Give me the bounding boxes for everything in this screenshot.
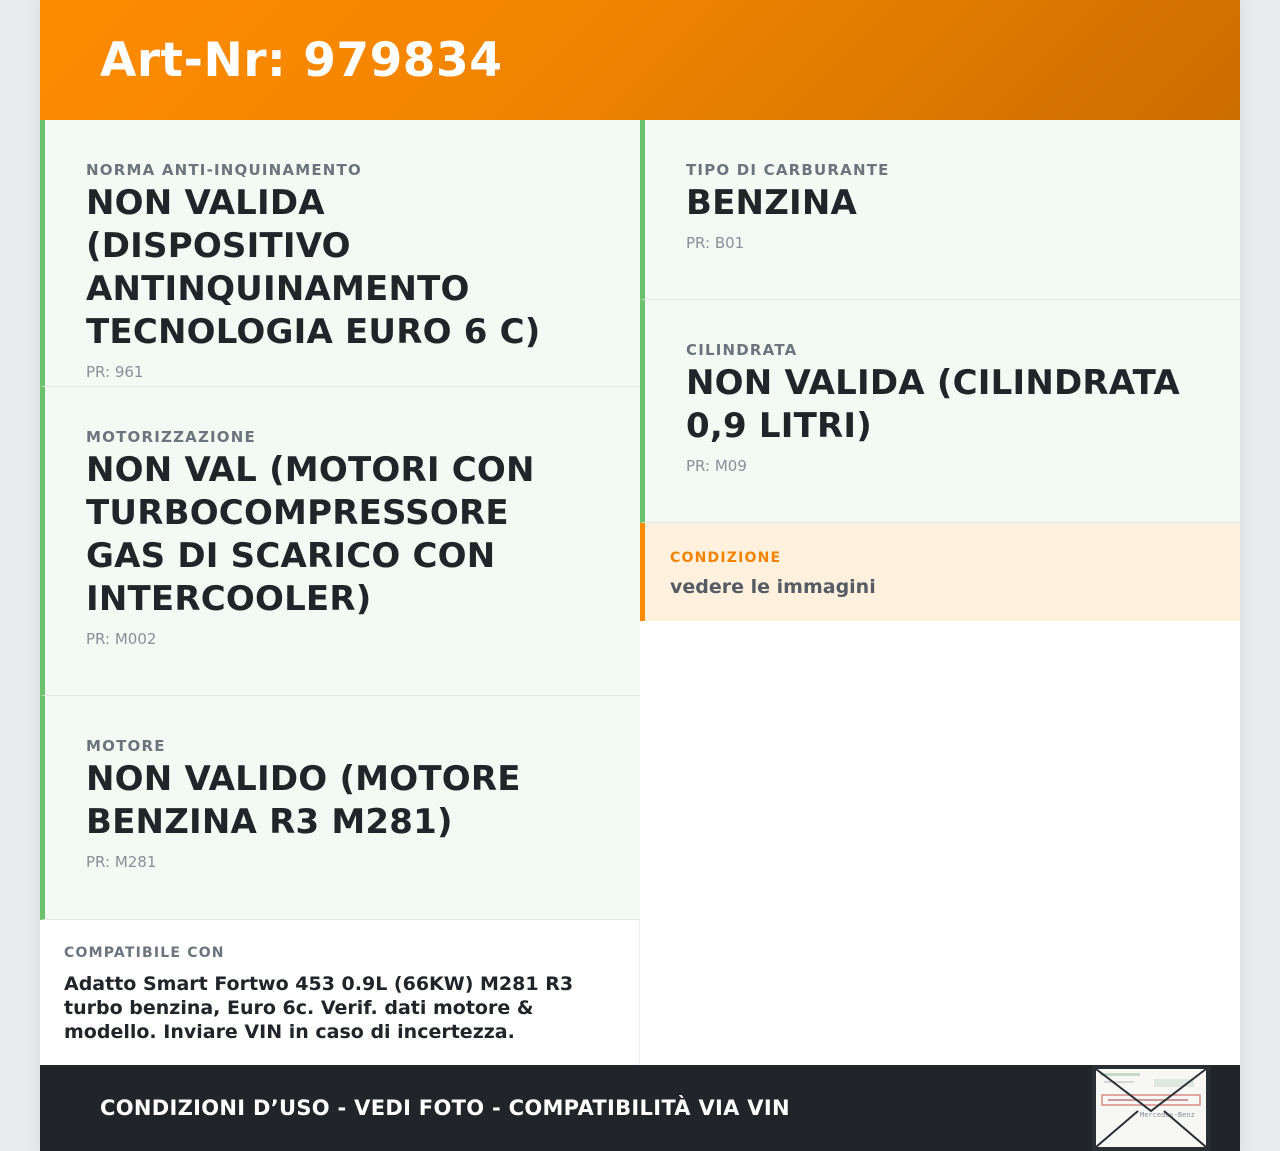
compatibility-label: COMPATIBILE CON [64, 945, 225, 961]
spec-displacement [640, 300, 1240, 523]
spec-value: NON VAL (MOTORI CON TURBOCOMPRESSORE GAS DI SCARICO CON INTERCOOLER) [86, 450, 535, 619]
footer [40, 1065, 1240, 1151]
spec-label: MOTORIZZAZIONE [86, 428, 256, 446]
envelope-icon [1094, 1067, 1208, 1149]
footer-links[interactable]: CONDIZIONI D’USO - VEDI FOTO - COMPATIBILITÀ VIA VIN [100, 1096, 790, 1120]
spec-engine-type [40, 387, 640, 696]
spec-pr-code: PR: M002 [86, 630, 157, 648]
header [40, 0, 1240, 120]
spec-label: MOTORE [86, 737, 166, 755]
spec-value: NON VALIDO (MOTORE BENZINA R3 M281) [86, 759, 521, 842]
spec-emission-norm [40, 120, 640, 387]
spec-columns [40, 120, 1240, 1065]
left-column [40, 120, 640, 1065]
spec-value: NON VALIDA (DISPOSITIVO ANTINQUINAMENTO TECNOLOGIA EURO 6 C) [86, 183, 541, 352]
spec-pr-code: PR: M281 [86, 853, 157, 871]
spec-pr-code: PR: M09 [686, 457, 747, 475]
spec-pr-code: PR: B01 [686, 234, 745, 252]
compatibility-text: Adatto Smart Fortwo 453 0.9L (66KW) M281 R3 turbo benzina, Euro 6c. Verif. dati motore & modello. Inviare VIN in caso di incertezza. [64, 973, 574, 1043]
condition-text: vedere le immagini [670, 576, 876, 598]
condition-box [640, 523, 1240, 621]
right-column [640, 120, 1240, 1065]
spec-value: BENZINA [686, 183, 858, 223]
spec-label: NORMA ANTI-INQUINAMENTO [86, 161, 362, 179]
document-thumbnail[interactable] [1092, 1065, 1210, 1151]
compatibility-section [40, 920, 639, 1065]
product-card [40, 0, 1240, 1151]
spec-label: CILINDRATA [686, 341, 798, 359]
condition-label: CONDIZIONE [670, 550, 782, 566]
spec-label: TIPO DI CARBURANTE [686, 161, 890, 179]
thumbnail-brand-text: Mercedes-Benz [1140, 1111, 1195, 1119]
spec-engine [40, 696, 640, 920]
spec-pr-code: PR: 961 [86, 363, 144, 381]
article-number-title: Art-Nr: 979834 [100, 32, 503, 88]
spec-fuel-type [640, 120, 1240, 300]
spec-value: NON VALIDA (CILINDRATA 0,9 LITRI) [686, 363, 1180, 446]
